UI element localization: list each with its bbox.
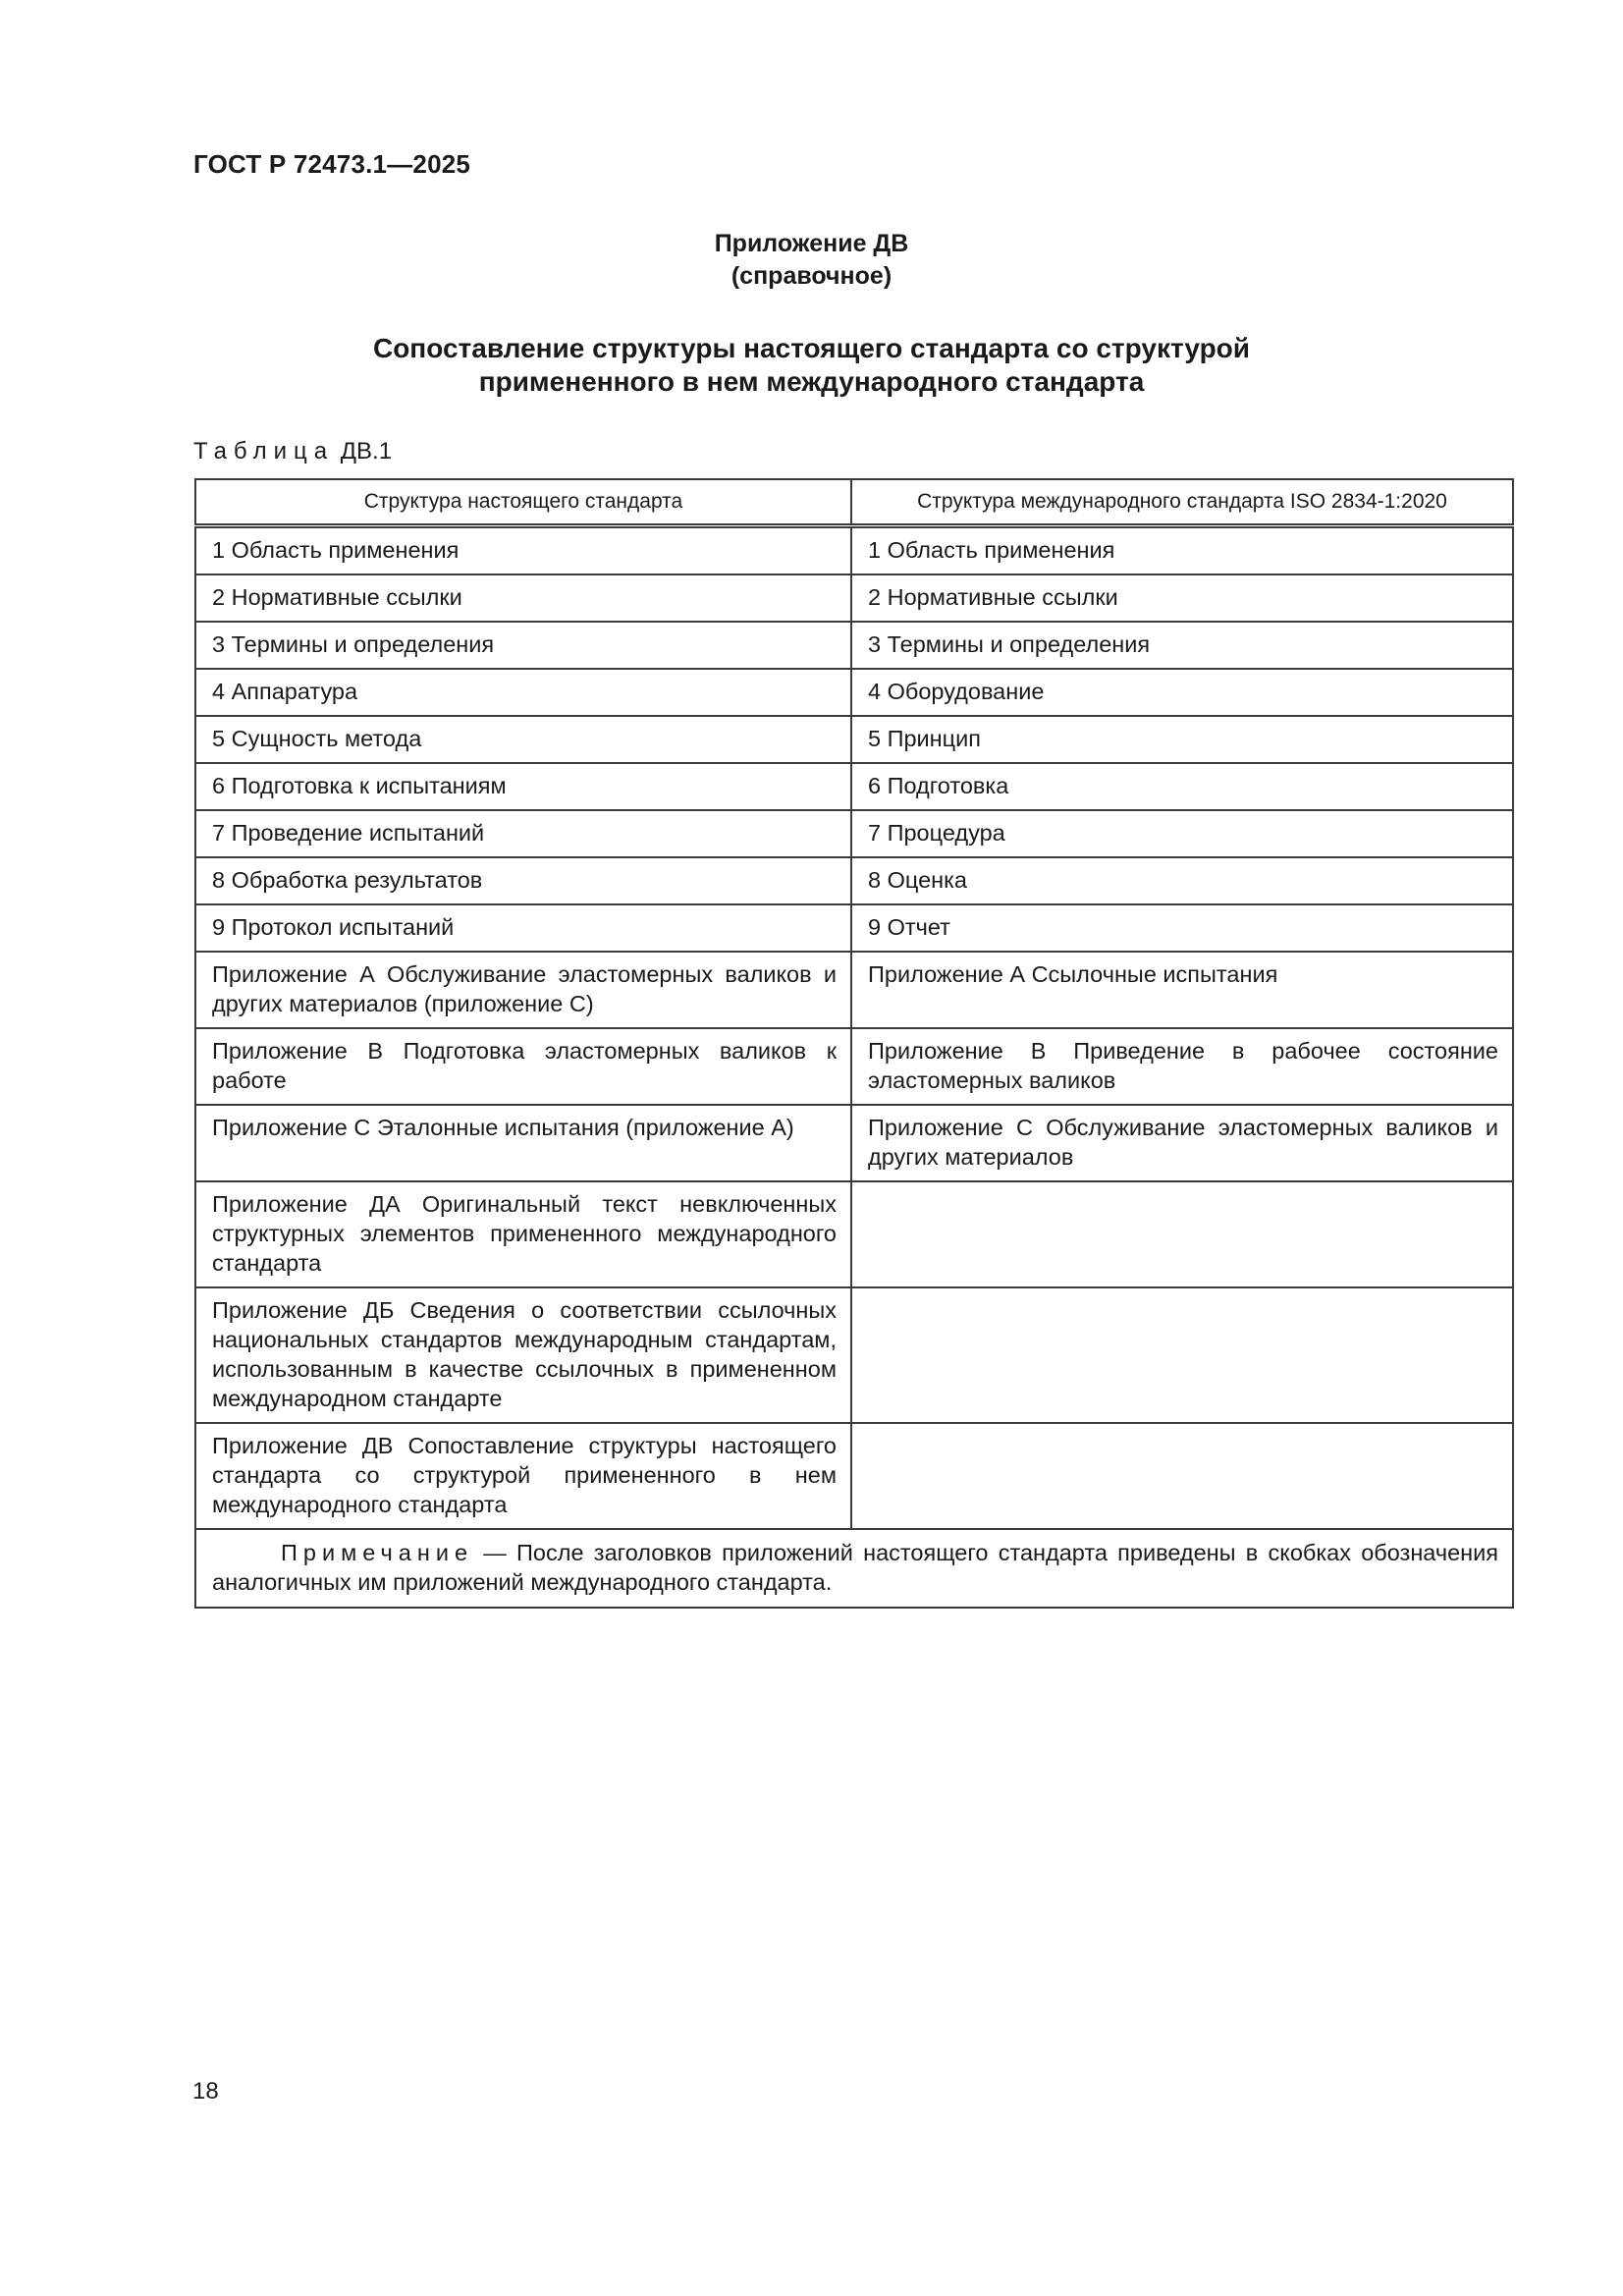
table-cell-national: 2 Нормативные ссылки bbox=[195, 574, 851, 622]
appendix-heading-line-2: примененного в нем международного стандарта bbox=[478, 366, 1145, 397]
appendix-heading bbox=[0, 332, 1623, 399]
table-row bbox=[195, 1028, 1513, 1105]
table-caption-word: Таблица bbox=[193, 438, 335, 465]
table-caption bbox=[193, 438, 392, 465]
table-row bbox=[195, 810, 1513, 857]
table-row bbox=[195, 763, 1513, 810]
appendix-header bbox=[0, 228, 1623, 399]
table-cell-national: 8 Обработка результатов bbox=[195, 857, 851, 904]
table-cell-international: 4 Оборудование bbox=[851, 669, 1513, 716]
table-row bbox=[195, 1423, 1513, 1529]
table-row bbox=[195, 1105, 1513, 1181]
table-cell-national: Приложение ДА Оригинальный текст невключенных структурных элементов примененного международного стандарта bbox=[195, 1181, 851, 1287]
page-number: 18 bbox=[192, 2078, 219, 2105]
table-cell-national: Приложение В Подготовка эластомерных валиков к работе bbox=[195, 1028, 851, 1105]
table-cell-international: 1 Область применения bbox=[851, 526, 1513, 575]
table-cell-international bbox=[851, 1287, 1513, 1423]
table-cell-international bbox=[851, 1423, 1513, 1529]
table-cell-international: 7 Процедура bbox=[851, 810, 1513, 857]
table-cell-international: Приложение А Ссылочные испытания bbox=[851, 952, 1513, 1028]
table-cell-national: 4 Аппаратура bbox=[195, 669, 851, 716]
table-note bbox=[195, 1529, 1513, 1608]
table-cell-national: 6 Подготовка к испытаниям bbox=[195, 763, 851, 810]
table-row bbox=[195, 952, 1513, 1028]
table-cell-national: Приложение ДБ Сведения о соответствии ссылочных национальных стандартов международным стандартам, использованным в качестве ссылочных в примененном международном стандарте bbox=[195, 1287, 851, 1423]
table-row bbox=[195, 574, 1513, 622]
table-row bbox=[195, 622, 1513, 669]
appendix-kind: (справочное) bbox=[730, 262, 893, 290]
table-row bbox=[195, 857, 1513, 904]
table-row bbox=[195, 526, 1513, 575]
table-cell-national: 1 Область применения bbox=[195, 526, 851, 575]
table-cell-national: Приложение ДВ Сопоставление структуры настоящего стандарта со структурой примененного в нем международного стандарта bbox=[195, 1423, 851, 1529]
table-cell-international: 5 Принцип bbox=[851, 716, 1513, 763]
table-cell-international: Приложение С Обслуживание эластомерных валиков и других материалов bbox=[851, 1105, 1513, 1181]
table-row bbox=[195, 1181, 1513, 1287]
table-cell-international: Приложение В Приведение в рабочее состояние эластомерных валиков bbox=[851, 1028, 1513, 1105]
appendix-title: Приложение ДВ bbox=[714, 230, 909, 257]
table-cell-international: 3 Термины и определения bbox=[851, 622, 1513, 669]
table-cell-national: Приложение А Обслуживание эластомерных валиков и других материалов (приложение С) bbox=[195, 952, 851, 1028]
table-cell-international: 8 Оценка bbox=[851, 857, 1513, 904]
note-text: — После заголовков приложений настоящего стандарта приведены в скобках обозначения аналогичных им приложений международного стандарта. bbox=[212, 1540, 1498, 1595]
table-row bbox=[195, 669, 1513, 716]
table-cell-national: 5 Сущность метода bbox=[195, 716, 851, 763]
table-cell-international: 6 Подготовка bbox=[851, 763, 1513, 810]
table-cell-national: 9 Протокол испытаний bbox=[195, 904, 851, 952]
table-cell-international bbox=[851, 1181, 1513, 1287]
table-cell-international: 9 Отчет bbox=[851, 904, 1513, 952]
column-header-international: Структура международного стандарта ISO 2834-1:2020 bbox=[851, 479, 1513, 526]
table-cell-international: 2 Нормативные ссылки bbox=[851, 574, 1513, 622]
table-note-row bbox=[195, 1529, 1513, 1608]
table-cell-national: 7 Проведение испытаний bbox=[195, 810, 851, 857]
note-label: Примечание bbox=[281, 1540, 474, 1565]
table-row bbox=[195, 716, 1513, 763]
table-row bbox=[195, 904, 1513, 952]
appendix-heading-line-1: Сопоставление структуры настоящего стандарта со структурой bbox=[372, 333, 1250, 363]
table-header-row bbox=[195, 479, 1513, 526]
table-cell-national: Приложение С Эталонные испытания (приложение А) bbox=[195, 1105, 851, 1181]
table-caption-number: ДВ.1 bbox=[340, 438, 393, 465]
table-cell-national: 3 Термины и определения bbox=[195, 622, 851, 669]
document-code: ГОСТ Р 72473.1—2025 bbox=[193, 149, 471, 179]
structure-comparison-table bbox=[194, 478, 1514, 1609]
column-header-national: Структура настоящего стандарта bbox=[195, 479, 851, 526]
table-row bbox=[195, 1287, 1513, 1423]
